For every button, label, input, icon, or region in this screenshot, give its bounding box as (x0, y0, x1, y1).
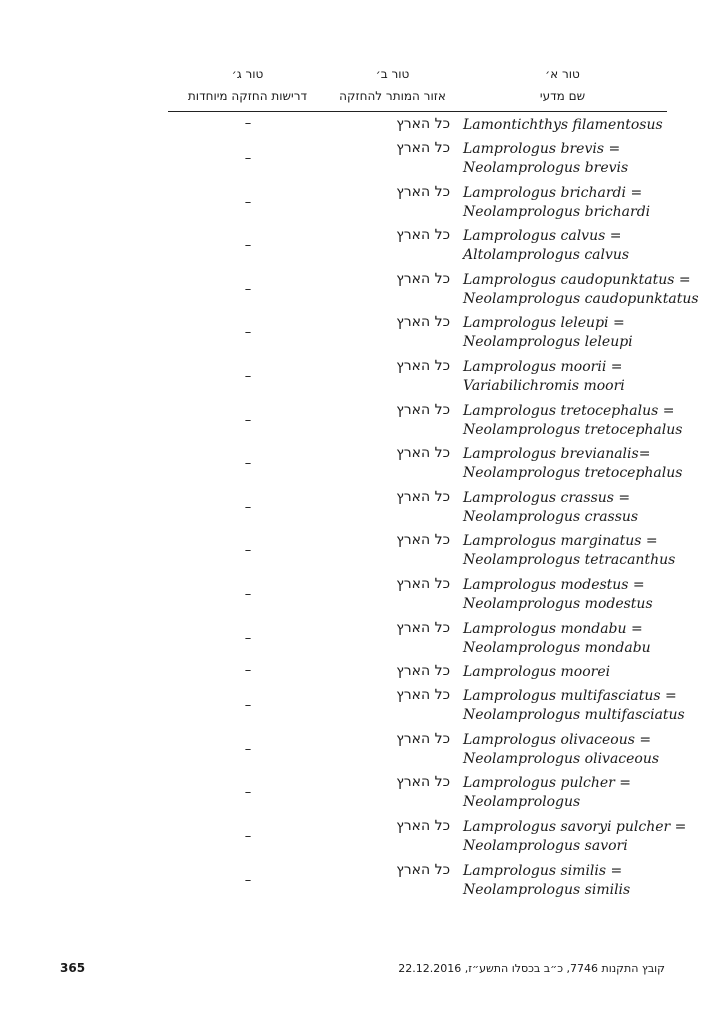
special-requirements: – (244, 499, 252, 515)
column-b-subtitle: אזור המותר להחזקה (339, 89, 446, 103)
table-row (0, 399, 725, 443)
special-requirements: – (244, 586, 252, 602)
scientific-name-line-2: Neolamprologus tretocephalus (463, 465, 683, 482)
scientific-name-line-2: Neolamprologus similis (463, 881, 631, 898)
table-row (0, 486, 725, 530)
special-requirements: – (244, 456, 252, 472)
scientific-name (463, 140, 688, 178)
scientific-name-line-2: Neolamprologus crassus (463, 508, 639, 525)
special-requirements: – (244, 741, 252, 757)
special-requirements: – (244, 325, 252, 341)
table-row (0, 224, 725, 268)
scientific-name-line-1: Lamprologus crassus = (463, 489, 631, 506)
permitted-region: כל הארץ (396, 357, 450, 374)
special-requirements: – (244, 663, 252, 679)
scientific-name (463, 116, 688, 135)
table-row (0, 311, 725, 355)
permitted-region: כל הארץ (396, 619, 450, 636)
permitted-region: כל הארץ (396, 140, 450, 156)
permitted-region: כל הארץ (396, 401, 450, 418)
special-requirements: – (244, 151, 252, 166)
column-c-header (170, 66, 325, 104)
scientific-name-line-2: Neolamprologus tretocephalus (463, 421, 683, 438)
scientific-name-line-2: Neolamprologus (463, 794, 581, 811)
column-b-header (330, 66, 455, 104)
special-requirements: – (244, 543, 252, 559)
special-requirements: – (244, 412, 252, 428)
scientific-name-line-1: Lamprologus moorei (463, 664, 611, 681)
publication-footer: קובץ התקנות 7746, כ״ב בכסלו התשע״ז, 22.12.2016 (398, 962, 665, 975)
special-requirements: – (244, 828, 252, 844)
permitted-region: כל הארץ (396, 575, 450, 592)
permitted-region: כל הארץ (396, 817, 450, 834)
scientific-name-line-1: Lamprologus similis = (463, 862, 623, 879)
permitted-region: כל הארץ (396, 687, 450, 704)
special-requirements: – (244, 630, 252, 646)
scientific-name-line-2: Neolamprologus olivaceous (463, 750, 660, 767)
scientific-name-line-1: Lamontichthys filamentosus (463, 117, 663, 133)
column-b-title: טור ב׳ (375, 67, 410, 81)
special-requirements: – (244, 785, 252, 801)
scientific-name (463, 445, 688, 483)
table-row (0, 617, 725, 661)
scientific-name (463, 818, 688, 856)
scientific-name (463, 862, 688, 900)
special-requirements: – (244, 698, 252, 714)
table-row (0, 573, 725, 617)
scientific-name (463, 271, 699, 309)
permitted-region: כל הארץ (396, 183, 450, 200)
scientific-name-line-2: Neolamprologus brichardi (463, 203, 651, 220)
column-c-subtitle: דרישות החזקה מיוחדות (187, 89, 308, 103)
scientific-name-line-1: Lamprologus olivaceous = (463, 731, 652, 748)
table-row (0, 859, 725, 903)
scientific-name-line-1: Lamprologus modestus = (463, 576, 645, 593)
table-row (0, 815, 725, 859)
special-requirements: – (244, 872, 252, 888)
scientific-name (463, 532, 688, 570)
scientific-name-line-2: Neolamprologus tetracanthus (463, 552, 676, 569)
permitted-region: כל הארץ (396, 730, 450, 747)
table-row (0, 181, 725, 225)
table-row (0, 355, 725, 399)
scientific-name (463, 774, 688, 812)
permitted-region: כל הארץ (396, 270, 450, 287)
scientific-name-line-1: Lamprologus marginatus = (463, 533, 658, 550)
scientific-name-line-1: Lamprologus tretocephalus = (463, 402, 675, 419)
permitted-region: כל הארץ (396, 116, 450, 132)
special-requirements: – (244, 281, 252, 297)
special-requirements: – (244, 194, 252, 210)
permitted-region: כל הארץ (396, 445, 450, 462)
scientific-name-line-1: Lamprologus brichardi = (463, 184, 643, 201)
scientific-name (463, 227, 688, 265)
scientific-name-line-2: Neolamprologus brevis (463, 160, 629, 176)
scientific-name-line-2: Neolamprologus multifasciatus (463, 707, 685, 724)
table-row (0, 771, 725, 815)
scientific-name-line-2: Neolamprologus modestus (463, 595, 653, 612)
scientific-name-line-1: Lamprologus brevis = (463, 141, 621, 157)
scientific-name (463, 687, 688, 725)
scientific-name-line-1: Lamprologus leleupi = (463, 315, 625, 332)
column-a-header (460, 66, 665, 104)
permitted-region: כל הארץ (396, 774, 450, 791)
special-requirements: – (244, 368, 252, 384)
permitted-region: כל הארץ (396, 488, 450, 505)
scientific-name-line-2: Neolamprologus savori (463, 837, 628, 854)
scientific-name (463, 731, 688, 769)
scientific-name-line-1: Lamprologus mondabu = (463, 620, 643, 637)
column-a-subtitle: שם מדעי (539, 89, 586, 103)
scientific-name-line-1: Lamprologus savoryi pulcher = (463, 818, 687, 835)
special-requirements: – (244, 238, 252, 254)
scientific-name (463, 620, 688, 658)
scientific-name-line-2: Neolamprologus leleupi (463, 334, 633, 351)
table-row (0, 268, 725, 312)
scientific-name-line-1: Lamprologus brevianalis= (463, 446, 651, 463)
table-row (0, 137, 725, 181)
permitted-region: כל הארץ (396, 663, 450, 680)
scientific-name-line-1: Lamprologus pulcher = (463, 775, 631, 792)
scientific-name (463, 184, 688, 222)
permitted-region: כל הארץ (396, 861, 450, 878)
special-requirements: – (244, 116, 252, 131)
header-divider (168, 111, 667, 112)
permitted-region: כל הארץ (396, 314, 450, 331)
scientific-name (463, 358, 688, 396)
table-row (0, 684, 725, 728)
scientific-name (463, 576, 688, 614)
scientific-name-line-1: Lamprologus moorii = (463, 358, 623, 375)
scientific-name (463, 314, 688, 352)
table-row (0, 728, 725, 772)
scientific-name-line-1: Lamprologus multifasciatus = (463, 688, 677, 705)
scientific-name-line-2: Altolamprologus calvus (463, 247, 630, 264)
scientific-name-line-1: Lamprologus caudopunktatus = (463, 271, 691, 288)
species-table (0, 113, 725, 902)
scientific-name-line-2: Variabilichromis moori (463, 377, 625, 394)
permitted-region: כל הארץ (396, 227, 450, 244)
table-row (0, 529, 725, 573)
table-row (0, 113, 725, 137)
scientific-name (463, 402, 688, 440)
scientific-name (463, 489, 688, 527)
table-row (0, 442, 725, 486)
scientific-name-line-2: Neolamprologus mondabu (463, 639, 651, 656)
column-c-title: טור ג׳ (231, 67, 264, 81)
page-number: 365 (60, 961, 86, 975)
column-a-title: טור א׳ (545, 67, 580, 81)
table-row (0, 660, 725, 684)
scientific-name (463, 663, 688, 682)
scientific-name-line-2: Neolamprologus caudopunktatus (463, 290, 699, 307)
scientific-name-line-1: Lamprologus calvus = (463, 228, 622, 245)
permitted-region: כל הארץ (396, 532, 450, 549)
